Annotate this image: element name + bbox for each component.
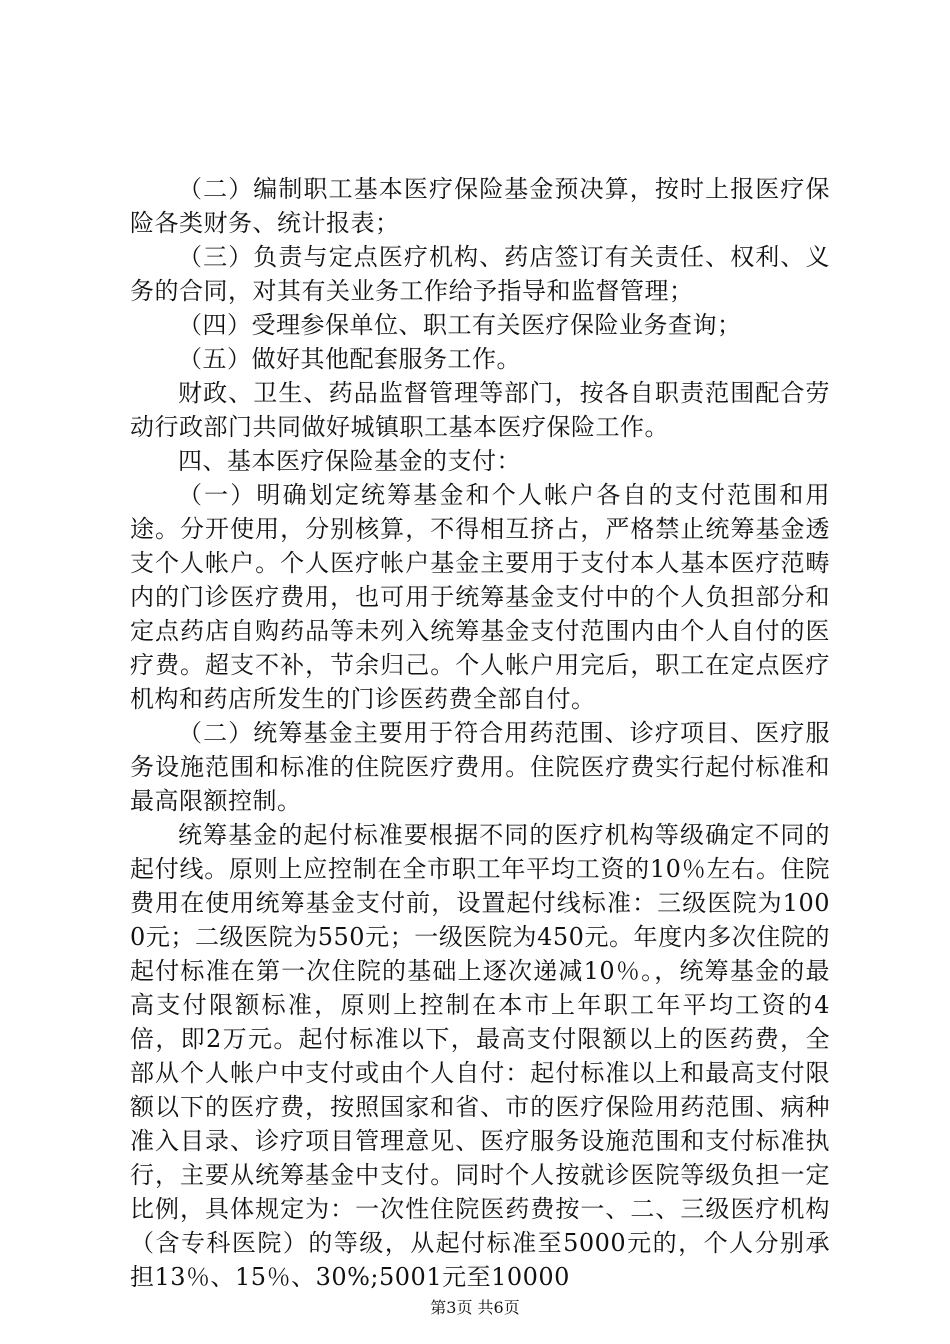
paragraph: 财政、卫生、药品监督管理等部门，按各自职责范围配合劳动行政部门共同做好城镇职工基本医疗保险工作。 [130,379,830,441]
section-heading: 四、基本医疗保险基金的支付： [178,447,521,475]
paragraph: （二）编制职工基本医疗保险基金预决算，按时上报医疗保险各类财务、统计报表； [130,175,830,237]
paragraph: （五）做好其他配套服务工作。 [178,345,521,373]
paragraph: （三）负责与定点医疗机构、药店签订有关责任、权利、义务的合同，对其有关业务工作给予指导和监督管理； [130,243,830,305]
document-body [130,172,830,1294]
paragraph: （四）受理参保单位、职工有关医疗保险业务查询； [178,311,742,339]
paragraph: （二）统筹基金主要用于符合用药范围、诊疗项目、医疗服务设施范围和标准的住院医疗费用。住院医疗费实行起付标准和最高限额控制。 [130,719,830,815]
paragraph: （一）明确划定统筹基金和个人帐户各自的支付范围和用途。分开使用，分别核算，不得相互挤占，严格禁止统筹基金透支个人帐户。个人医疗帐户基金主要用于支付本人基本医疗范畴内的门诊医疗费用，也可用于统筹基金支付中的个人负担部分和定点药店自购药品等未列入统筹基金支付范围内由个人自付的医疗费。超支不补，节余归己。个人帐户用完后，职工在定点医疗机构和药店所发生的门诊医药费全部自付。 [130,481,830,713]
paragraph: 统筹基金的起付标准要根据不同的医疗机构等级确定不同的起付线。原则上应控制在全市职工年平均工资的10％左右。住院费用在使用统筹基金支付前，设置起付线标准：三级医院为1000元；二级医院为550元；一级医院为450元。年度内多次住院的起付标准在第一次住院的基础上逐次递减10％。，统筹基金的最高支付限额标准，原则上控制在本市上年职工年平均工资的4倍，即2万元。起付标准以下，最高支付限额以上的医药费，全部从个人帐户中支付或由个人自付：起付标准以上和最高支付限额以下的医疗费，按照国家和省、市的医疗保险用药范围、病种准入目录、诊疗项目管理意见、医疗服务设施范围和支付标准执行，主要从统筹基金中支付。同时个人按就诊医院等级负担一定比例，具体规定为：一次性住院医药费按一、二、三级医疗机构（含专科医院）的等级，从起付标准至5000元的，个人分别承担13％、15％、30%;5001元至10000 [130,821,830,1291]
page-number-footer: 第3页 共6页 [430,1298,520,1317]
